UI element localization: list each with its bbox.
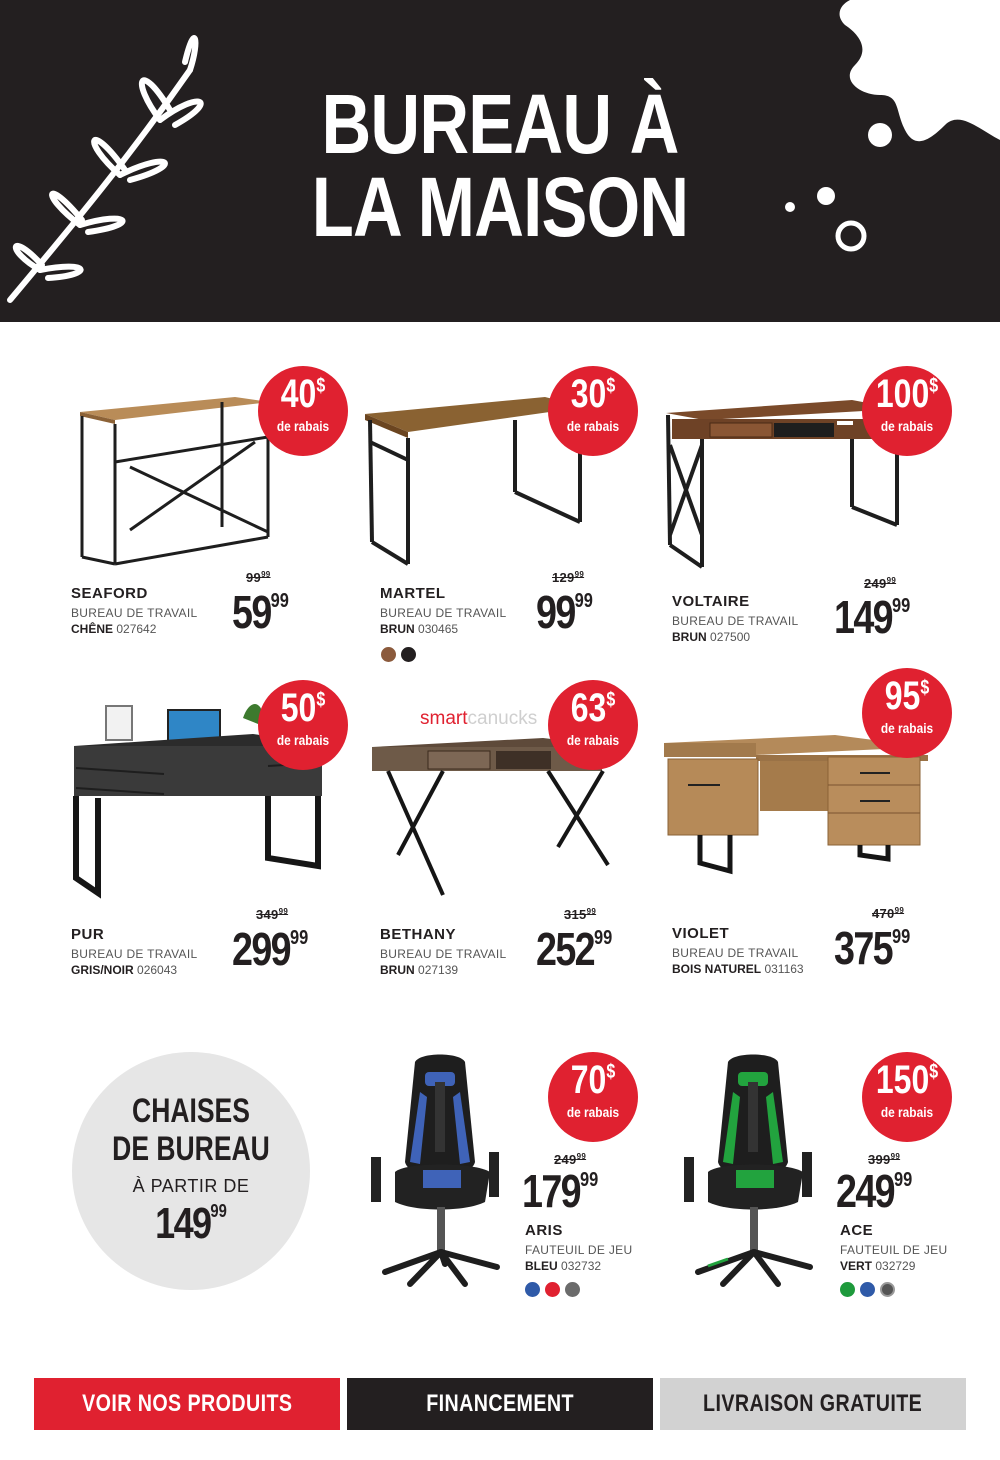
product-color-sku: CHÊNE 027642 bbox=[71, 622, 157, 636]
discount-badge: 40$ de rabais bbox=[258, 366, 348, 456]
desk-image-seaford bbox=[70, 392, 280, 572]
product-type: BUREAU DE TRAVAIL bbox=[672, 614, 799, 628]
sale-price: $252^{99}$ bbox=[536, 923, 613, 975]
old-price: $315^{99}$ bbox=[564, 907, 597, 922]
old-price: $249^{99}$ bbox=[864, 576, 897, 591]
sale-price: $299^{99}$ bbox=[232, 923, 309, 975]
product-name: ARIS bbox=[525, 1222, 563, 1239]
product-color-sku: BOIS NATUREL 031163 bbox=[672, 962, 804, 976]
chairs-promo-sub: À PARTIR DE bbox=[132, 1176, 250, 1196]
product-name: SEAFORD bbox=[71, 585, 148, 602]
old-price: $399^{99}$ bbox=[868, 1152, 901, 1167]
discount-badge: 100$ de rabais bbox=[862, 366, 952, 456]
sale-price: $59^{99}$ bbox=[232, 586, 289, 638]
discount-badge: 150$ de rabais bbox=[862, 1052, 952, 1142]
product-name: VIOLET bbox=[672, 925, 730, 942]
chair-image-ace bbox=[678, 1052, 828, 1292]
discount-badge: 63$ de rabais bbox=[548, 680, 638, 770]
product-color-sku: BRUN 027500 bbox=[672, 630, 751, 644]
product-name: PUR bbox=[71, 926, 105, 943]
financing-button[interactable]: FINANCEMENT bbox=[347, 1378, 653, 1430]
chairs-promo-line2: DE BUREAU bbox=[112, 1130, 270, 1168]
color-swatches bbox=[840, 1282, 895, 1297]
product-name: BETHANY bbox=[380, 926, 457, 943]
color-swatch[interactable] bbox=[880, 1282, 895, 1297]
color-swatches bbox=[381, 647, 416, 662]
color-swatch[interactable] bbox=[381, 647, 396, 662]
page-title-line2: LA MAISON bbox=[311, 160, 689, 254]
chairs-promo-price: $149^{99}$ bbox=[155, 1199, 227, 1248]
old-price: $99^{99}$ bbox=[246, 570, 271, 585]
sale-price: $99^{99}$ bbox=[536, 586, 593, 638]
product-type: BUREAU DE TRAVAIL bbox=[672, 946, 799, 960]
product-name: MARTEL bbox=[380, 585, 446, 602]
color-swatch[interactable] bbox=[860, 1282, 875, 1297]
old-price: $470^{99}$ bbox=[872, 906, 905, 921]
color-swatch[interactable] bbox=[401, 647, 416, 662]
product-type: BUREAU DE TRAVAIL bbox=[380, 947, 507, 961]
chairs-promo-circle[interactable] bbox=[72, 1052, 310, 1290]
product-name: ACE bbox=[840, 1222, 874, 1239]
product-type: BUREAU DE TRAVAIL bbox=[380, 606, 507, 620]
product-color-sku: BRUN 030465 bbox=[380, 622, 459, 636]
product-name: VOLTAIRE bbox=[672, 593, 750, 610]
product-color-sku: BRUN 027139 bbox=[380, 963, 459, 977]
product-color-sku: GRIS/NOIR 026043 bbox=[71, 963, 178, 977]
product-color-sku: VERT 032729 bbox=[840, 1259, 916, 1273]
sale-price: $179^{99}$ bbox=[522, 1165, 599, 1217]
color-swatch[interactable] bbox=[545, 1282, 560, 1297]
discount-badge: 95$ de rabais bbox=[862, 668, 952, 758]
header-banner bbox=[0, 0, 1000, 322]
old-price: $349^{99}$ bbox=[256, 907, 289, 922]
old-price: $249^{99}$ bbox=[554, 1152, 587, 1167]
discount-badge: 30$ de rabais bbox=[548, 366, 638, 456]
discount-badge: 50$ de rabais bbox=[258, 680, 348, 770]
old-price: $129^{99}$ bbox=[552, 570, 585, 585]
chair-image-aris bbox=[365, 1052, 515, 1292]
color-swatches bbox=[525, 1282, 580, 1297]
product-type: BUREAU DE TRAVAIL bbox=[71, 947, 198, 961]
sale-price: $249^{99}$ bbox=[836, 1165, 913, 1217]
sale-price: $149^{99}$ bbox=[834, 591, 911, 643]
watermark: smartcanucks bbox=[420, 708, 538, 729]
product-type: FAUTEUIL DE JEU bbox=[840, 1243, 948, 1257]
product-color-sku: BLEU 032732 bbox=[525, 1259, 602, 1273]
product-type: FAUTEUIL DE JEU bbox=[525, 1243, 633, 1257]
product-type: BUREAU DE TRAVAIL bbox=[71, 606, 198, 620]
chairs-promo-line1: CHAISES bbox=[132, 1092, 250, 1130]
desk-image-violet bbox=[660, 733, 930, 883]
discount-badge: 70$ de rabais bbox=[548, 1052, 638, 1142]
color-swatch[interactable] bbox=[840, 1282, 855, 1297]
color-swatch[interactable] bbox=[525, 1282, 540, 1297]
free-delivery-button[interactable]: LIVRAISON GRATUITE bbox=[660, 1378, 966, 1430]
sale-price: $375^{99}$ bbox=[834, 922, 911, 974]
view-products-button[interactable]: VOIR NOS PRODUITS bbox=[34, 1378, 340, 1430]
color-swatch[interactable] bbox=[565, 1282, 580, 1297]
page-title-line1: BUREAU À bbox=[321, 77, 679, 171]
